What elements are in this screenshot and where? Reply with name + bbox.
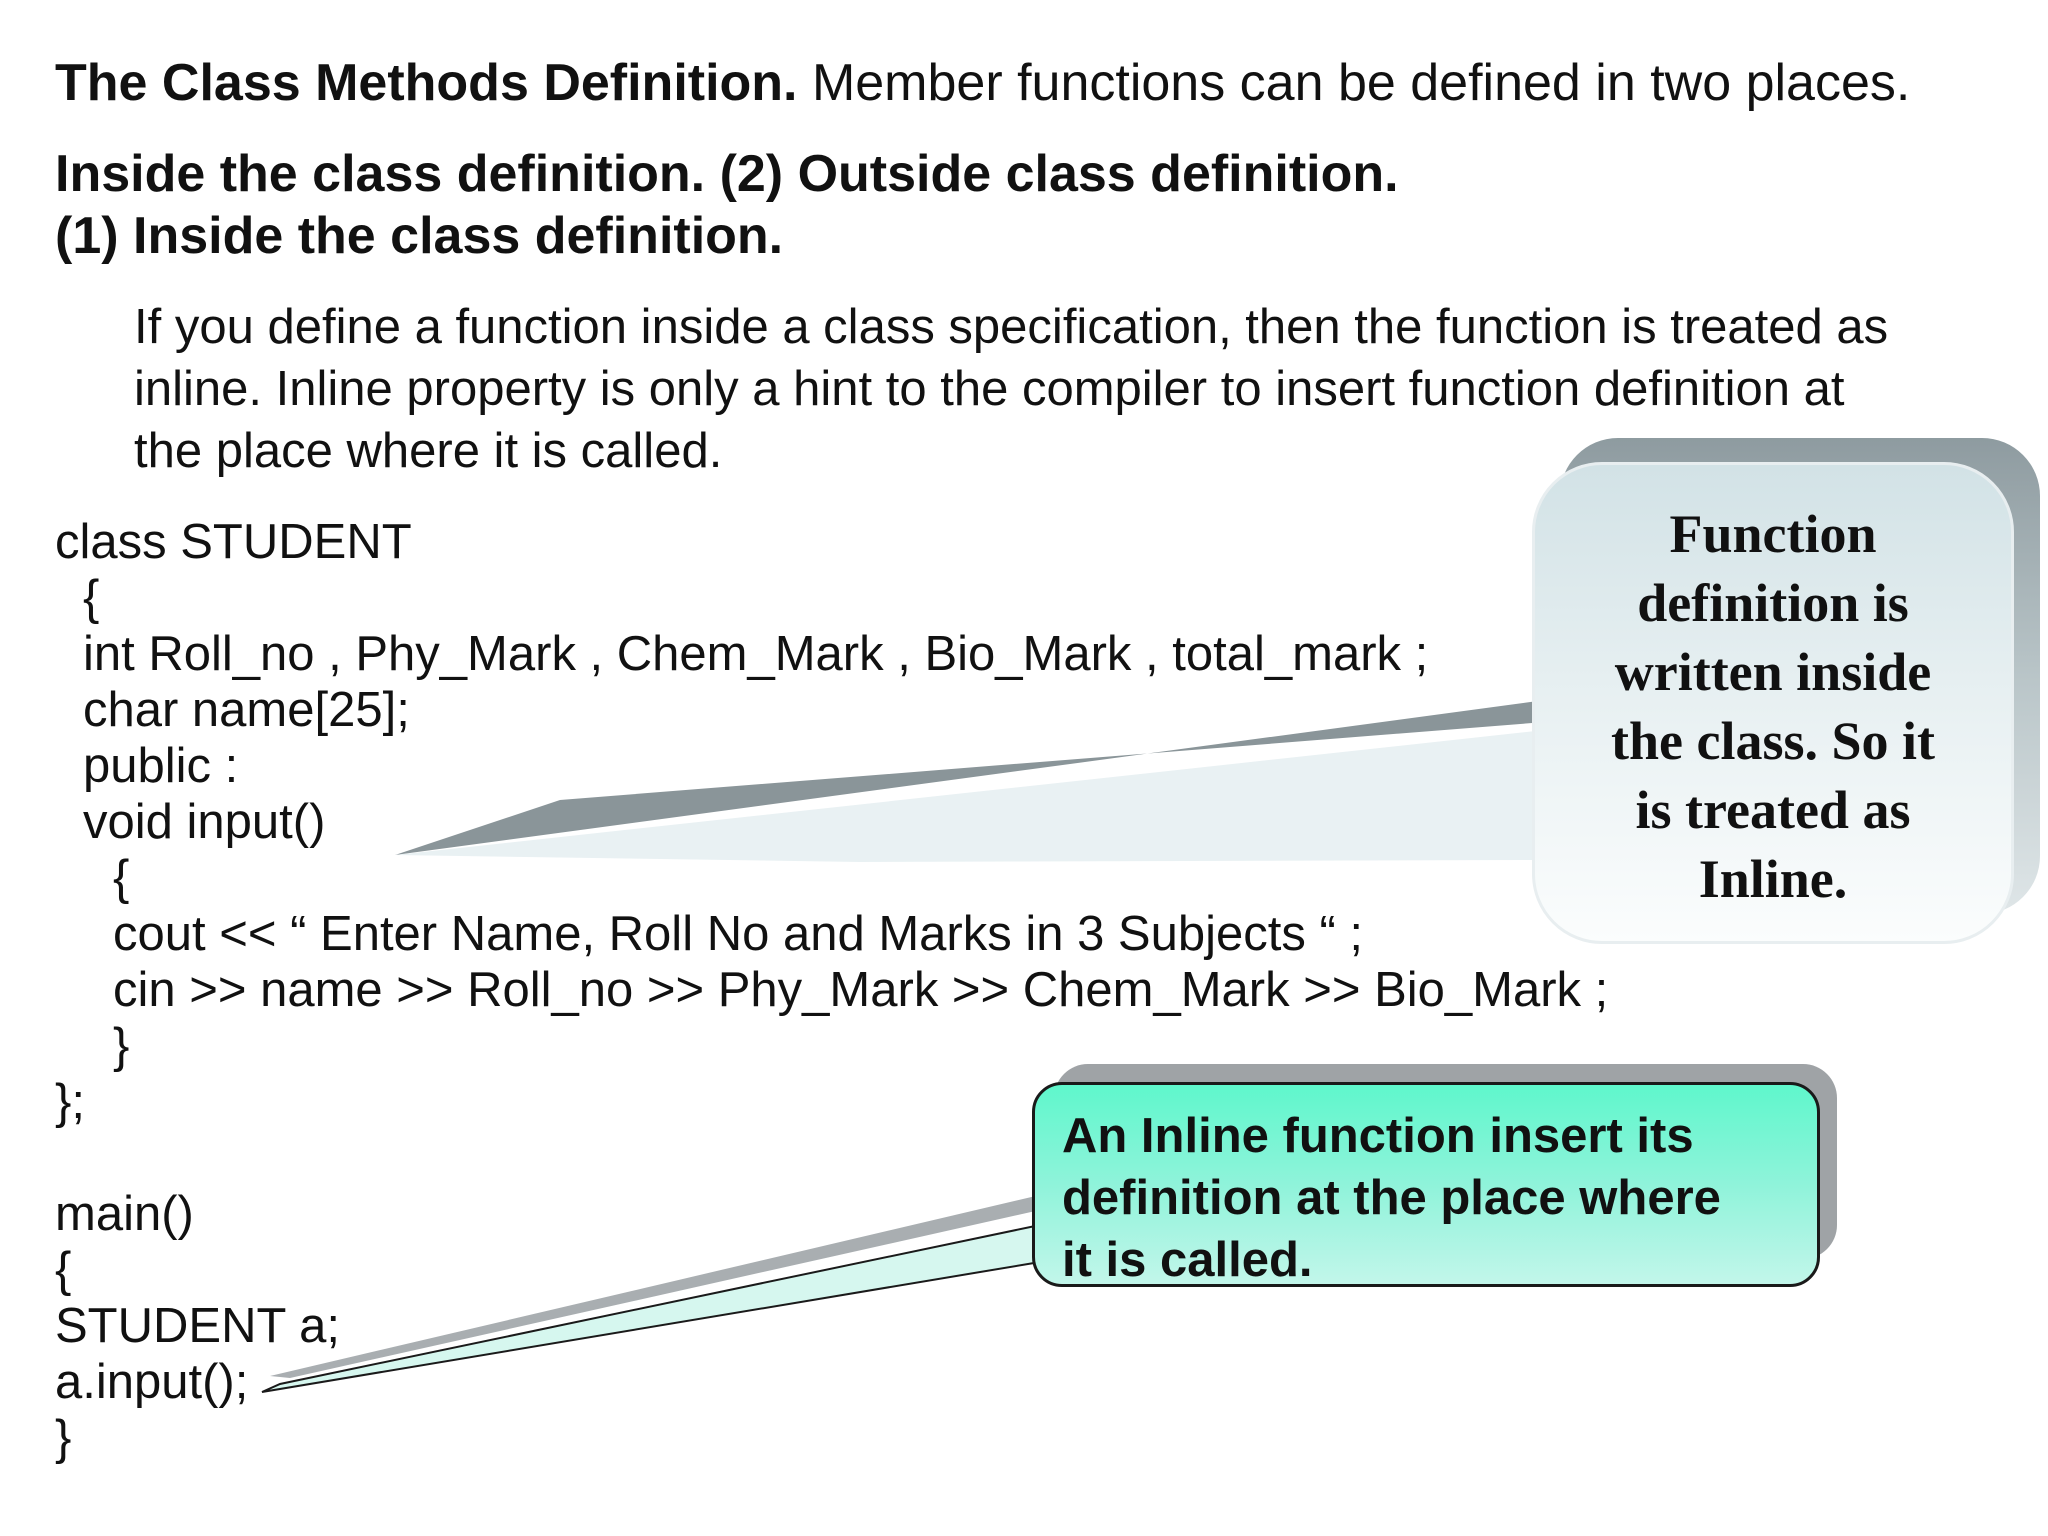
code-line: { (55, 1243, 72, 1297)
code-line: main() (55, 1187, 194, 1241)
code-line: { (113, 851, 130, 905)
paragraph-line-1: If you define a function inside a class specification, then the function is treated as (134, 300, 1889, 354)
heading-bold: The Class Methods Definition. (55, 54, 798, 112)
callout1-pointer-body (395, 730, 1545, 862)
callout2-line: it is called. (1062, 1233, 1313, 1287)
code-line: char name[25]; (83, 683, 410, 737)
callout1-line: written inside (1614, 642, 1932, 702)
code-line: { (83, 571, 100, 625)
callout1-line: is treated as (1635, 780, 1911, 840)
paragraph-line-3: the place where it is called. (134, 424, 723, 478)
callout2-pointer-shadow (270, 1195, 1040, 1378)
callout1-line: definition is (1637, 573, 1909, 633)
callout2-line: An Inline function insert its (1062, 1109, 1694, 1163)
heading-rest: Member functions can be defined in two places. (797, 54, 1911, 112)
code-line: STUDENT a; (55, 1299, 340, 1353)
code-line: a.input(); (55, 1355, 249, 1409)
code-line: cin >> name >> Roll_no >> Phy_Mark >> Chem_Mark >> Bio_Mark ; (113, 963, 1609, 1017)
callout-inline-class-text (1532, 500, 2014, 914)
code-line: } (113, 1019, 130, 1073)
code-line: class STUDENT (55, 515, 412, 569)
subheading-inside-class: (1) Inside the class definition. (55, 207, 784, 265)
paragraph-line-2: inline. Inline property is only a hint to the compiler to insert function definition at (134, 362, 1845, 416)
callout1-line: Function (1669, 504, 1877, 564)
callout1-line: the class. So it (1611, 711, 1935, 771)
code-line: void input() (83, 795, 326, 849)
callout2-pointer-body (262, 1225, 1040, 1392)
places-line: Inside the class definition. (2) Outside class definition. (55, 145, 1399, 203)
code-line: }; (55, 1075, 85, 1129)
callout1-line: Inline. (1698, 849, 1848, 909)
code-line: cout << “ Enter Name, Roll No and Marks in 3 Subjects “ ; (113, 907, 1364, 961)
code-line: public : (83, 739, 239, 793)
code-line: int Roll_no , Phy_Mark , Chem_Mark , Bio_Mark , total_mark ; (83, 627, 1429, 681)
callout2-line: definition at the place where (1062, 1171, 1721, 1225)
callout-inline-call-text (1062, 1105, 1721, 1291)
code-line: } (55, 1411, 72, 1465)
